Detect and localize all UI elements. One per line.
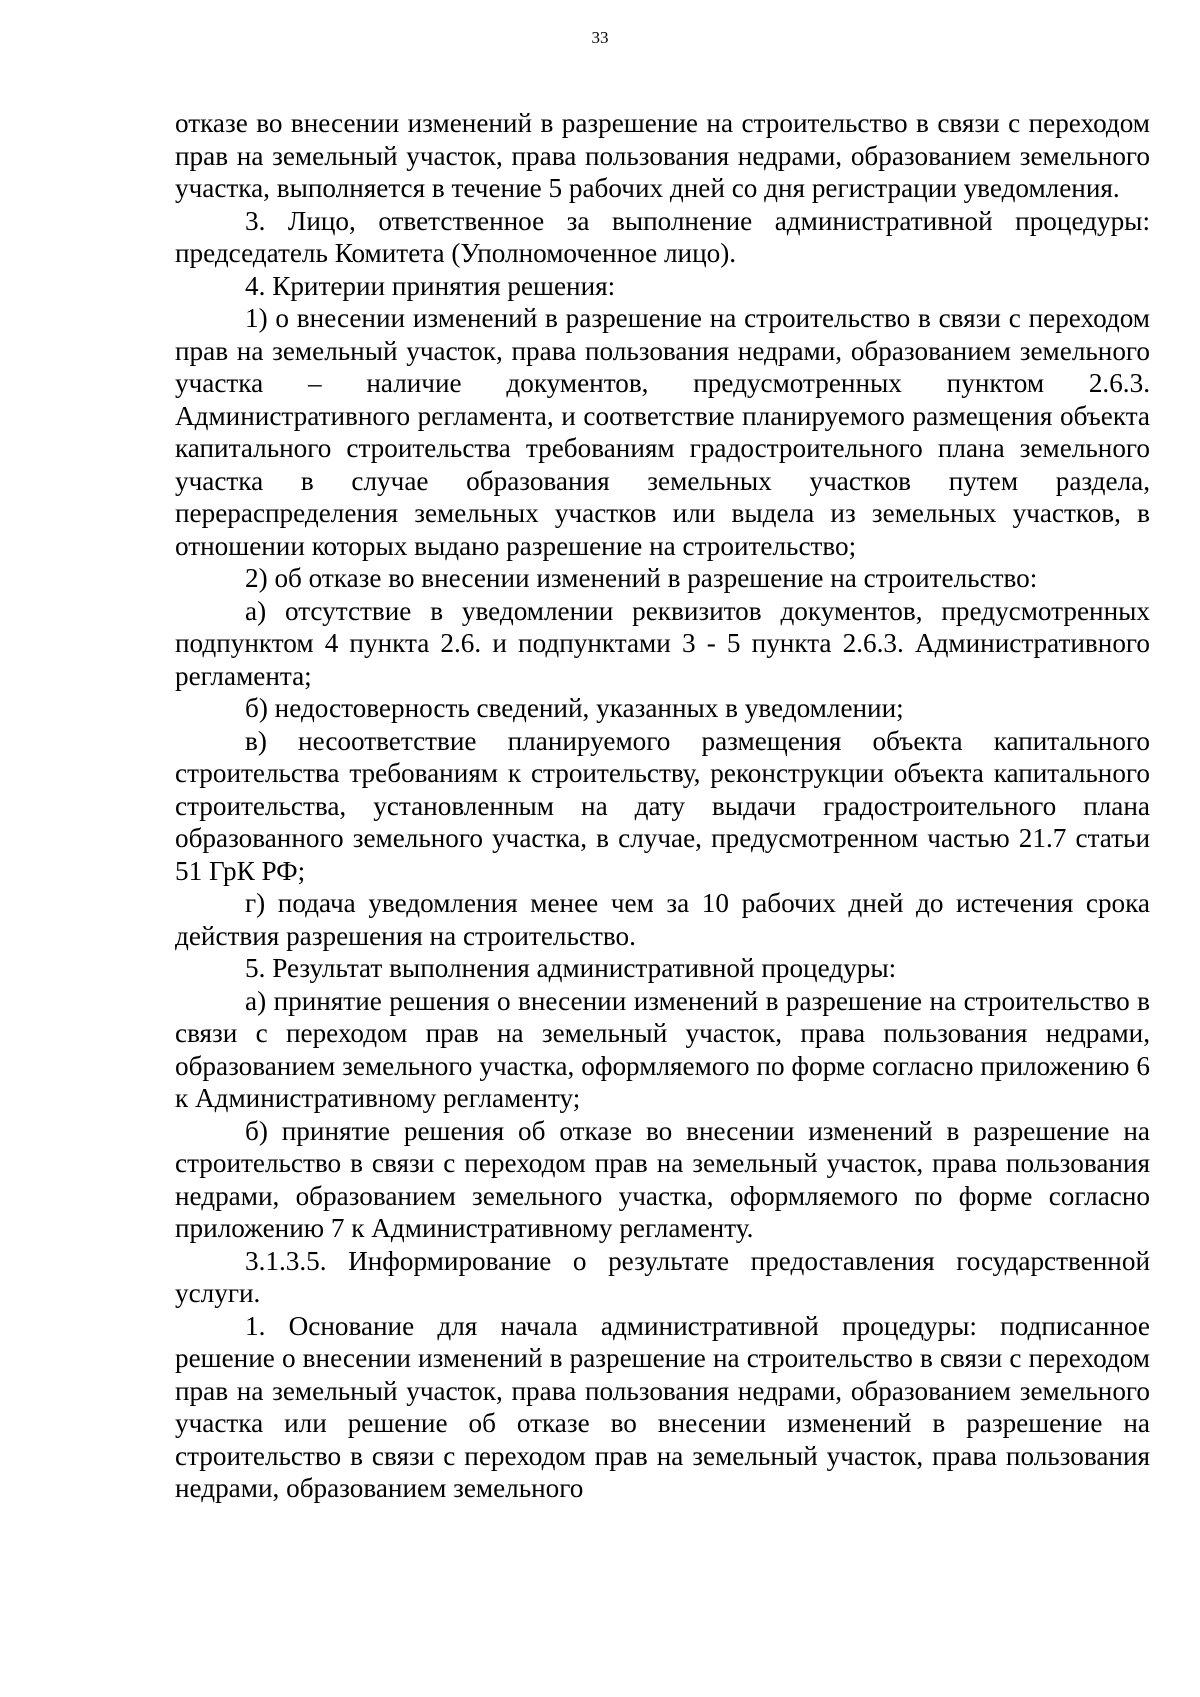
paragraph-procedure-result: 5. Результат выполнения административной процедуры:: [245, 953, 897, 983]
paragraph-criterion-refusal: 2) об отказе во внесении изменений в разрешение на строительство:: [245, 563, 1038, 593]
paragraph-section-heading: 3.1.3.5. Информирование о результате предоставления государственной услуги.: [175, 1245, 1150, 1308]
paragraph-decision-criteria: 4. Критерии принятия решения:: [245, 270, 616, 301]
page-number: 33: [591, 28, 609, 47]
paragraph-procedure-basis: 1. Основание для начала административной процедуры: подписанное решение о внесении изменений в разрешение на строительство в связи с переходом прав на земельный участок, права пользования недрами, образованием земельного участка или решение об отказе во внесении изменений в разрешение на строительство в связи с переходом прав на земельный участок, права пользования недрами, образованием земельного: [175, 1310, 1150, 1503]
paragraph-refusal-item-a: а) отсутствие в уведомлении реквизитов документов, предусмотренных подпунктом 4 пункта 2.6. и подпунктами 3 - 5 пункта 2.6.3. Административного регламента;: [175, 595, 1150, 691]
paragraph-criterion-approval: 1) о внесении изменений в разрешение на строительство в связи с переходом прав на земельный участок, права пользования недрами, образованием земельного участка – наличие документов, предусмотренных пунктом 2.6.3. Административного регламента, и соответствие планируемого размещения объекта капитального строительства требованиям градостроительного плана земельного участка в случае образования земельных участков путем раздела, перераспределения земельных участков или выдела из земельных участков, в отношении которых выдано разрешение на строительство;: [175, 303, 1150, 561]
paragraph-refusal-item-c: в) несоответствие планируемого размещения объекта капитального строительства требованиям к строительству, реконструкции объекта капитального строительства, установленным на дату выдачи градостроительного плана образованного земельного участка, в случае, предусмотренном частью 21.7 статьи 51 ГрК РФ;: [175, 725, 1150, 886]
paragraph-refusal-item-b: б) недостоверность сведений, указанных в уведомлении;: [245, 693, 904, 723]
paragraph-result-item-a: а) принятие решения о внесении изменений в разрешение на строительство в связи с переходом прав на земельный участок, права пользования недрами, образованием земельного участка, оформляемого по форме согласно приложению 6 к Административному регламенту;: [175, 985, 1150, 1113]
paragraph-refusal-item-d: г) подача уведомления менее чем за 10 рабочих дней до истечения срока действия разрешения на строительство.: [175, 888, 1150, 951]
document-body: [175, 107, 1150, 1505]
paragraph-continuation: отказе во внесении изменений в разрешение на строительство в связи с переходом прав на земельный участок, права пользования недрами, образованием земельного участка, выполняется в течение 5 рабочих дней со дня регистрации уведомления.: [175, 108, 1150, 203]
paragraph-result-item-b: б) принятие решения об отказе во внесении изменений в разрешение на строительство в связи с переходом прав на земельный участок, права пользования недрами, образованием земельного участка, оформляемого по форме согласно приложению 7 к Административному регламенту.: [175, 1115, 1150, 1243]
paragraph-responsible-person: 3. Лицо, ответственное за выполнение административной процедуры: председатель Комитета (Уполномоченное лицо).: [175, 205, 1150, 268]
